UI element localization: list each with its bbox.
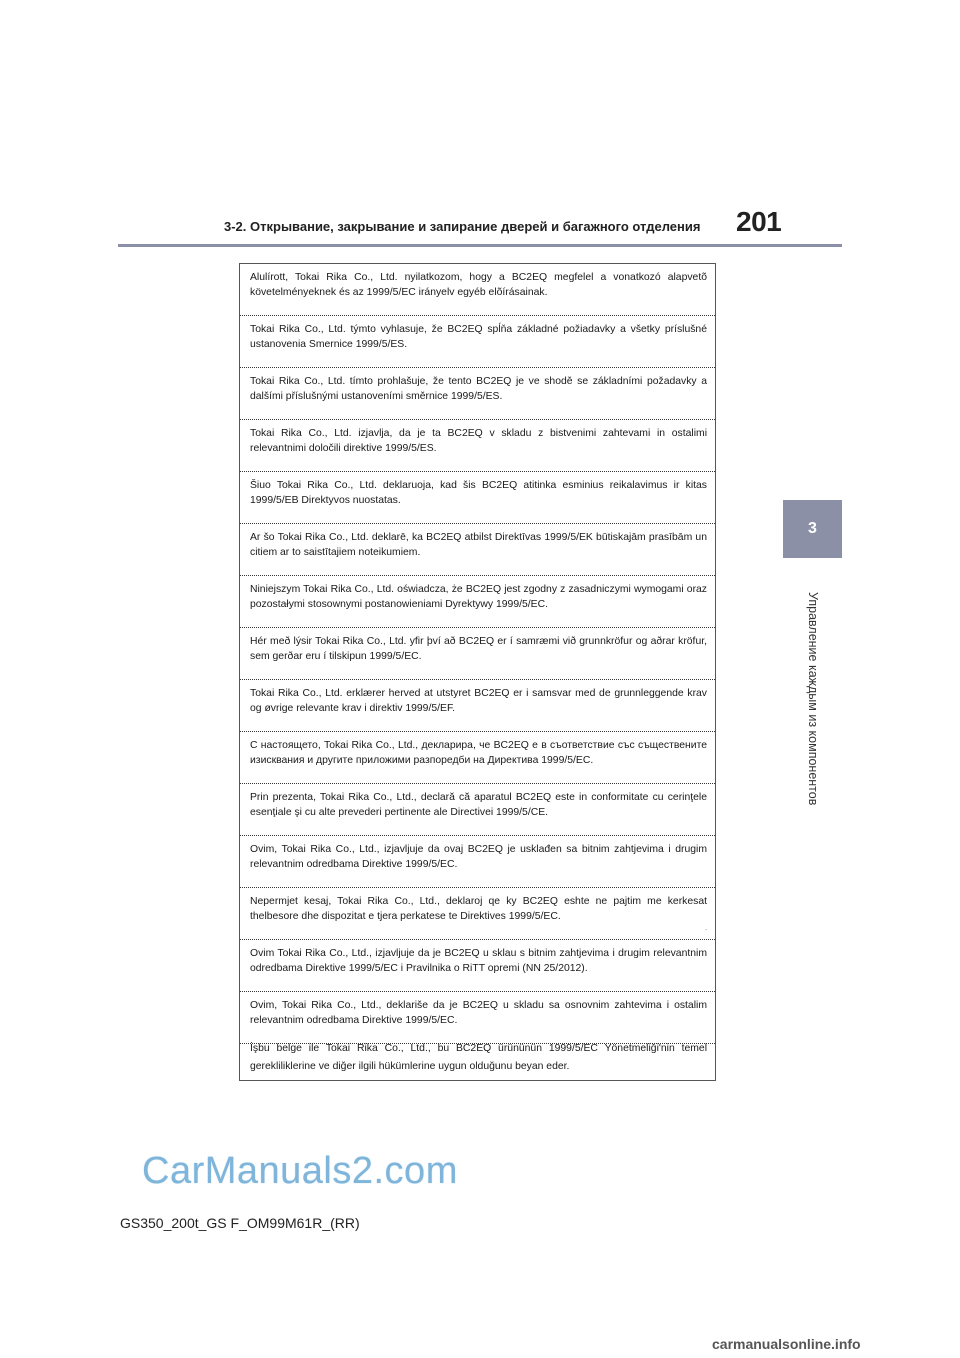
declaration-row: Hér með lýsir Tokai Rika Co., Ltd. yfir því að BC2EQ er í samræmi við grunnkröfur og aðrar kröfur, sem gerðar eru í tilskipun 1999/5/EC. (240, 628, 715, 680)
declaration-row: Tokai Rika Co., Ltd. izjavlja, da je ta BC2EQ v skladu z bistvenimi zahtevami in ostalimi relevantnimi določili direktive 1999/5/ES. (240, 420, 715, 472)
declaration-row: Tokai Rika Co., Ltd. erklærer herved at utstyret BC2EQ er i samsvar med de grunnleggende krav og øvrige relevante krav i direktiv 1999/5/EF. (240, 680, 715, 732)
footer-model-code: GS350_200t_GS F_OM99M61R_(RR) (120, 1215, 360, 1231)
declaration-row: Alulírott, Tokai Rika Co., Ltd. nyilatkozom, hogy a BC2EQ megfelel a vonatkozó alapvetõ követelményeknek és az 1999/5/EC irányelv egyéb elõírásainak. (240, 264, 715, 316)
declaration-row: Ovim, Tokai Rika Co., Ltd., deklariše da je BC2EQ u skladu sa osnovnim zahtevima i ostalim relevantnim odredbama Direktive 1999/5/EC. (240, 992, 715, 1044)
declaration-row: Ar šo Tokai Rika Co., Ltd. deklarē, ka BC2EQ atbilst Direktīvas 1999/5/EK būtiskajām prasībām un citiem ar to saistītajiem noteikumiem. (240, 524, 715, 576)
declaration-row: Tokai Rika Co., Ltd. tímto prohlašuje, že tento BC2EQ je ve shodě se základními požadavky a dalšími příslušnými ustanoveními směrnice 1999/5/ES. (240, 368, 715, 420)
declaration-row: Prin prezenta, Tokai Rika Co., Ltd., declară că aparatul BC2EQ este in conformitate cu cerinţele esenţiale şi cu alte prevederi pertinente ale Directivei 1999/5/CE. (240, 784, 715, 836)
watermark-logo: CarManuals2.com (142, 1150, 458, 1192)
header-rule (118, 244, 842, 247)
page-number: 201 (736, 206, 782, 237)
declarations-table (239, 263, 716, 1081)
declaration-row: Ovim, Tokai Rika Co., Ltd., izjavljuje da ovaj BC2EQ je usklađen sa bitnim zahtjevima i drugim relevantnim odredbama Direktive 1999/5/EC. (240, 836, 715, 888)
footer-site: carmanualsonline.info (712, 1336, 861, 1352)
declaration-row: Tokai Rika Co., Ltd. týmto vyhlasuje, že BC2EQ spĺňa základné požiadavky a všetky príslušné ustanovenia Smernice 1999/5/ES. (240, 316, 715, 368)
declaration-row: İşbu belge ile Tokai Rika Co., Ltd., bu BC2EQ ürününün 1999/5/EC Yönetmeliği'nin temel gerekliliklerine ve diğer ilgili hükümlerine uygun olduğunu beyan eder. (250, 1043, 707, 1072)
declaration-row: С настоящето, Tokai Rika Co., Ltd., декларира, че BC2EQ е в съответствие със съществените изисквания и другите приложими разпоредби на Директива 1999/5/ЕС. (240, 732, 715, 784)
declaration-row: Nepermjet kesaj, Tokai Rika Co., Ltd., deklaroj qe ky BC2EQ eshte ne pajtim me kerkesat thelbesore dhe dispozitat e tjera perkatese te Direktives 1999/5/EC. (240, 888, 715, 940)
declaration-row: Niniejszym Tokai Rika Co., Ltd. oświadcza, że BC2EQ jest zgodny z zasadniczymi wymogami oraz pozostałymi stosownymi postanowieniami Dyrektywy 1999/5/EC. (240, 576, 715, 628)
declaration-row: Ovim Tokai Rika Co., Ltd., izjavljuje da je BC2EQ u sklau s bitnim zahtjevima i drugim relevantnim odredbama Direktive 1999/5/EC i Pravilnika o RiTT opremi (NN 25/2012). (240, 940, 715, 992)
chapter-tab: 3 (783, 500, 842, 558)
declaration-row: Šiuo Tokai Rika Co., Ltd. deklaruoja, kad šis BC2EQ atitinka esminius reikalavimus ir kitas 1999/5/EB Direktyvos nuostatas. (240, 472, 715, 524)
section-title: 3-2. Открывание, закрывание и запирание дверей и багажного отделения (224, 219, 701, 234)
chapter-side-label: Управление каждым из компонентов (806, 592, 820, 806)
stray-mark: . (705, 923, 708, 932)
